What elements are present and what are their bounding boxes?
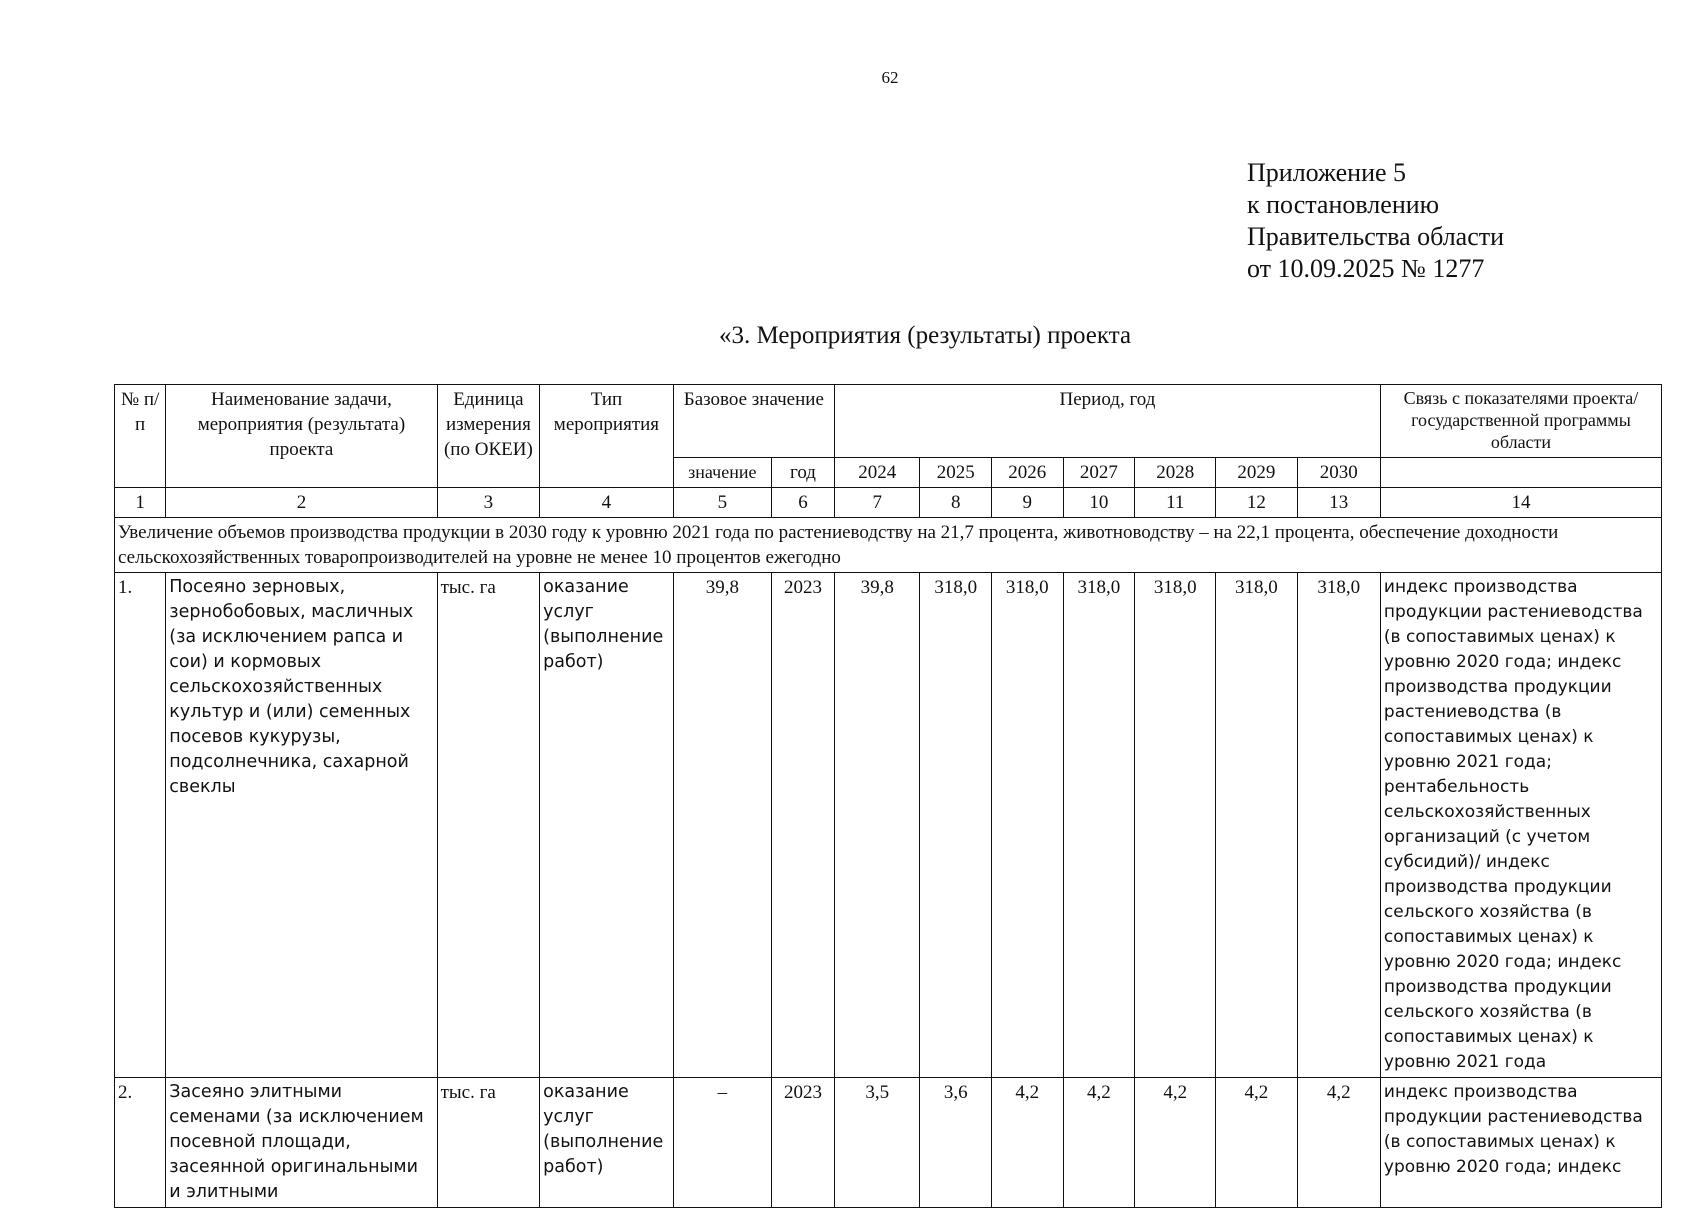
header-year: 2026 [992, 458, 1064, 488]
header-year: 2027 [1063, 458, 1135, 488]
row-value-2028: 4,2 [1135, 1078, 1216, 1208]
column-number: 2 [166, 488, 437, 518]
column-number: 8 [920, 488, 992, 518]
row-value-2029: 4,2 [1216, 1078, 1297, 1208]
column-number: 7 [835, 488, 920, 518]
appendix-line-2: к постановлению [1247, 190, 1440, 219]
row-num: 2. [115, 1078, 166, 1208]
row-unit: тыс. га [437, 1078, 540, 1208]
header-num: № п/п [115, 385, 166, 488]
column-number: 13 [1297, 488, 1380, 518]
column-number: 12 [1216, 488, 1297, 518]
header-base-value: значение [673, 458, 771, 488]
row-base-year: 2023 [771, 1078, 834, 1208]
row-link: индекс производства продукции растениеводства (в сопоставимых ценах) к уровню 2020 года; индекс [1380, 1078, 1661, 1208]
row-value-2026: 4,2 [992, 1078, 1064, 1208]
appendix-line-3: Правительства области [1247, 222, 1505, 251]
table-row [115, 573, 1662, 1078]
measures-table [114, 384, 1662, 1208]
column-number: 5 [673, 488, 771, 518]
row-value-2030: 4,2 [1297, 1078, 1380, 1208]
row-value-2027: 318,0 [1063, 573, 1135, 1078]
header-base: Базовое значение [673, 385, 834, 458]
row-name: Посеяно зерновых, зернобобовых, масличных (за исключением рапса и сои) и кормовых сельскохозяйственных культур и (или) семенных посевов кукурузы, подсолнечника, сахарной свеклы [166, 573, 437, 1078]
row-type: оказание услуг (выполнение работ) [540, 1078, 674, 1208]
table-row [115, 1078, 1662, 1208]
header-year: 2028 [1135, 458, 1216, 488]
header-unit: Единица измерения (по ОКЕИ) [437, 385, 540, 488]
row-base-value: – [673, 1078, 771, 1208]
header-type: Тип мероприятия [540, 385, 674, 488]
column-number: 3 [437, 488, 540, 518]
column-number: 11 [1135, 488, 1216, 518]
column-number-row [115, 488, 1662, 518]
appendix-line-1: Приложение 5 [1247, 158, 1407, 187]
row-type: оказание услуг (выполнение работ) [540, 573, 674, 1078]
column-number: 14 [1380, 488, 1661, 518]
row-value-2028: 318,0 [1135, 573, 1216, 1078]
row-value-2025: 318,0 [920, 573, 992, 1078]
row-unit: тыс. га [437, 573, 540, 1078]
appendix-block [1247, 157, 1504, 285]
column-number: 10 [1063, 488, 1135, 518]
row-base-value: 39,8 [673, 573, 771, 1078]
header-year: 2029 [1216, 458, 1297, 488]
section-title: «3. Мероприятия (результаты) проекта [718, 322, 1132, 349]
row-value-2025: 3,6 [920, 1078, 992, 1208]
page-number: 62 [881, 68, 899, 87]
row-name: Засеяно элитными семенами (за исключением посевной площади, засеянной оригинальными и элитными [166, 1078, 437, 1208]
header-period: Период, год [835, 385, 1381, 458]
header-link-blank [1380, 458, 1661, 488]
header-base-year: год [771, 458, 834, 488]
header-row-1 [115, 385, 1662, 458]
row-base-year: 2023 [771, 573, 834, 1078]
row-num: 1. [115, 573, 166, 1078]
column-number: 6 [771, 488, 834, 518]
header-year: 2025 [920, 458, 992, 488]
appendix-line-4: от 10.09.2025 № 1277 [1247, 254, 1485, 283]
column-number: 1 [115, 488, 166, 518]
header-link: Связь с показателями проекта/государственной программы области [1380, 385, 1661, 458]
header-year: 2030 [1297, 458, 1380, 488]
goal-text: Увеличение объемов производства продукции в 2030 году к уровню 2021 года по растениеводству на 21,7 процента, животноводству – на 22,1 процента, обеспечение доходности сельскохозяйственных товаропроизводителей на уровне не менее 10 процентов ежегодно [115, 518, 1662, 573]
row-value-2024: 39,8 [835, 573, 920, 1078]
row-value-2030: 318,0 [1297, 573, 1380, 1078]
goal-row [115, 518, 1662, 573]
row-value-2026: 318,0 [992, 573, 1064, 1078]
header-year: 2024 [835, 458, 920, 488]
row-link: индекс производства продукции растениеводства (в сопоставимых ценах) к уровню 2020 года; индекс производства продукции растениеводства (в сопоставимых ценах) к уровню 2021 года; рентабельность сельскохозяйственных организаций (с учетом субсидий)/ индекс производства продукции сельского хозяйства (в сопоставимых ценах) к уровню 2020 года; индекс производства продукции сельского хозяйства (в сопоставимых ценах) к уровню 2021 года [1380, 573, 1661, 1078]
column-number: 9 [992, 488, 1064, 518]
row-value-2027: 4,2 [1063, 1078, 1135, 1208]
header-name: Наименование задачи, мероприятия (результата) проекта [166, 385, 437, 488]
row-value-2029: 318,0 [1216, 573, 1297, 1078]
column-number: 4 [540, 488, 674, 518]
row-value-2024: 3,5 [835, 1078, 920, 1208]
